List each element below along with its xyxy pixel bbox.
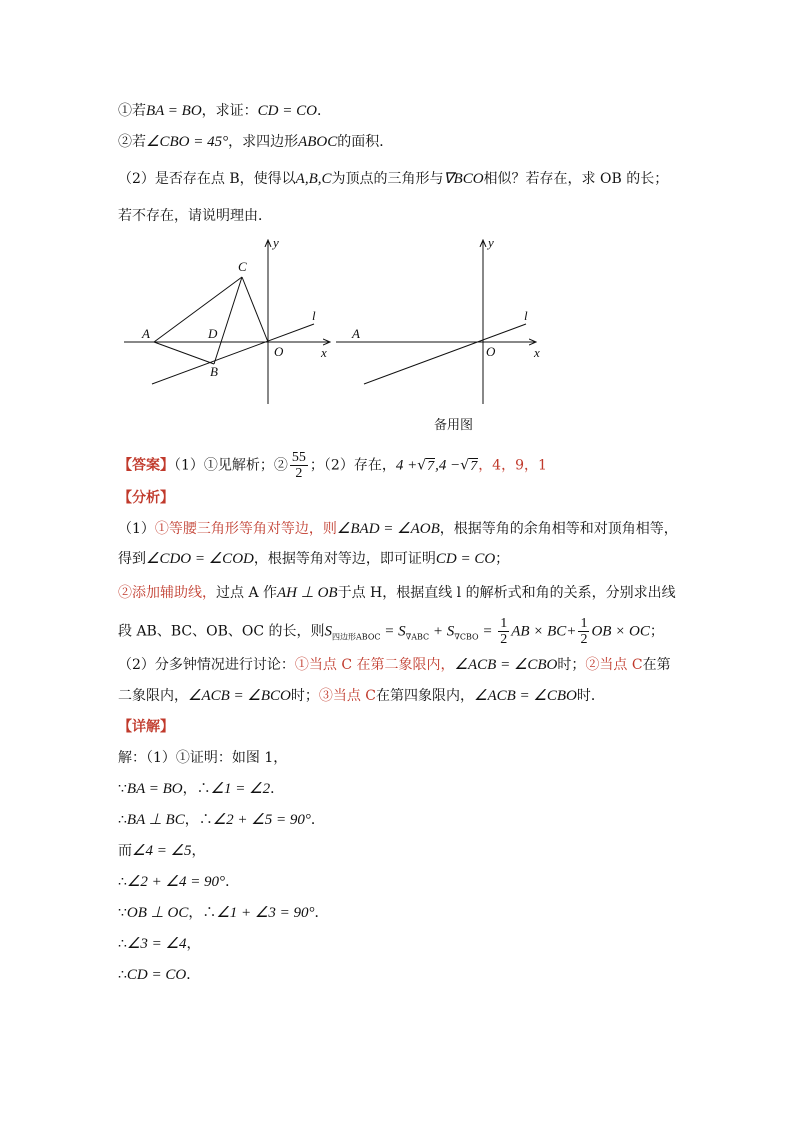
detail-line-1: 解：（1）①证明：如图 1， — [118, 750, 288, 766]
text: 段 AB、BC、OB、OC 的长，则 — [118, 623, 325, 640]
label-l: l — [524, 308, 528, 323]
math-expr: ∠3 = ∠4 — [126, 936, 187, 952]
text: ； — [495, 551, 510, 567]
radicand: 7 — [470, 458, 478, 474]
detail-line-4 — [118, 841, 206, 861]
text: ． — [225, 874, 240, 890]
text: 时； — [557, 657, 586, 673]
numerator: 1 — [580, 616, 588, 631]
text: ①等腰三角形等角对等边，则 — [154, 521, 337, 537]
math-expr: = S — [380, 623, 406, 640]
math-expr: CD = CO — [126, 967, 187, 983]
text: ． — [310, 812, 325, 828]
radicand: 7 — [427, 458, 435, 474]
line-l — [152, 324, 314, 384]
text: ，求四边形 — [228, 134, 299, 150]
math-expr: ∠4 = ∠5 — [132, 843, 192, 859]
text: （2）分多钟情况进行讨论： — [118, 657, 295, 673]
text: ∵ — [118, 905, 127, 921]
label-d: D — [208, 326, 218, 341]
text: ，∴ — [184, 812, 213, 828]
math-expr: ∠BAD = ∠AOB — [336, 521, 440, 537]
math-expr: OB ⊥ OC — [126, 905, 189, 921]
text: （1）①见解析；② — [174, 457, 288, 474]
text: ． — [316, 103, 331, 119]
text: ， — [186, 936, 201, 952]
math-expr: ,4 − — [435, 457, 461, 474]
text: 而 — [118, 843, 132, 859]
problem-line-4: 若不存在，请说明理由． — [118, 208, 272, 224]
analysis-line-4 — [118, 616, 664, 652]
math-expr: A,B,C — [295, 171, 332, 187]
math-expr: ∠ACB = ∠CBO — [454, 657, 558, 673]
math-expr: OB × OC — [591, 623, 650, 640]
analysis-line-2 — [118, 549, 509, 569]
math-expr: AH ⊥ OB — [277, 585, 338, 601]
text: ； — [649, 623, 664, 640]
text: （1） — [118, 521, 155, 537]
analysis-line-5 — [118, 655, 671, 675]
fraction — [498, 616, 509, 647]
text: 为顶点的三角形与 — [331, 171, 444, 187]
problem-line-1 — [118, 101, 331, 121]
text: 相似？若存在，求 OB 的长； — [483, 171, 669, 187]
numerator: 1 — [500, 616, 508, 631]
text: ，根据等角对等边，即可证明 — [253, 551, 436, 567]
text: 在第四象限内， — [376, 688, 475, 704]
text: 在第 — [642, 657, 671, 673]
analysis-label: 【分析】 — [118, 490, 174, 506]
label-x: x — [534, 345, 540, 360]
text: ②当点 C — [585, 657, 643, 673]
math-expr: ∇BCO — [443, 171, 484, 187]
subscript: ∇CBO — [454, 632, 479, 642]
problem-line-2 — [118, 132, 393, 152]
text: ，根据等角的余角相等和对顶角相等， — [439, 521, 678, 537]
text: ∴ — [118, 967, 127, 983]
label-y: y — [273, 235, 279, 250]
math-expr: ∠2 + ∠4 = 90° — [126, 874, 226, 890]
answer-line — [118, 450, 547, 481]
text: 时； — [290, 688, 319, 704]
line-l — [364, 324, 526, 384]
label-l: l — [312, 308, 316, 323]
sqrt-sign: √ — [417, 457, 427, 474]
label-c: C — [238, 259, 247, 274]
text: ， — [191, 843, 206, 859]
text: ③当点 C — [318, 688, 377, 704]
math-expr: ABOC — [298, 134, 338, 150]
math-expr: CD = CO — [257, 103, 317, 119]
math-expr: BA ⊥ BC — [126, 812, 185, 828]
numerator: 55 — [291, 450, 306, 465]
math-expr: BA = BO — [146, 103, 202, 119]
label-y: y — [488, 235, 494, 250]
text: ，求证： — [201, 103, 258, 119]
answer-label: 【答案】 — [118, 457, 174, 474]
subscript: ∇ABC — [405, 632, 430, 642]
text: ∴ — [118, 936, 127, 952]
math-expr: ∠1 = ∠2 — [210, 781, 271, 797]
sqrt-sign: √ — [460, 457, 470, 474]
text: 过点 A 作 — [216, 585, 278, 601]
math-expr: CD = CO — [435, 551, 496, 567]
math-expr: BA = BO — [126, 781, 183, 797]
math-expr: ∠ACB = ∠BCO — [188, 688, 291, 704]
math-expr: + S — [429, 623, 455, 640]
label-a: A — [142, 326, 150, 341]
text: ∵ — [118, 781, 127, 797]
text: ∴ — [118, 812, 127, 828]
analysis-line-1 — [118, 519, 678, 539]
text: ①当点 C 在第二象限内， — [294, 657, 455, 673]
math-expr: ∠1 + ∠3 = 90° — [216, 905, 315, 921]
subscript: 四边形ABOC — [332, 632, 381, 642]
detail-line-5 — [118, 872, 239, 892]
denominator: 2 — [500, 632, 508, 647]
detail-line-2 — [118, 779, 284, 799]
text: （2）是否存在点 B，使得以 — [118, 171, 296, 187]
math-expr: = — [478, 623, 497, 640]
text: ；（2）存在， — [309, 457, 396, 474]
detail-label: 【详解】 — [118, 719, 174, 735]
figure-1 — [118, 236, 348, 411]
detail-line-3 — [118, 810, 325, 830]
analysis-line-6 — [118, 686, 605, 706]
label-o: O — [486, 344, 496, 359]
denominator: 2 — [295, 466, 303, 481]
text: ． — [314, 905, 329, 921]
figure-2 — [336, 236, 551, 411]
text: ． — [270, 781, 285, 797]
text: ，∴ — [188, 905, 217, 921]
fraction — [578, 616, 589, 647]
text: ②添加辅助线， — [118, 585, 216, 601]
math-expr: ∠2 + ∠5 = 90° — [212, 812, 311, 828]
label-a: A — [352, 326, 360, 341]
segment-cb — [214, 277, 242, 364]
text: ，∴ — [182, 781, 211, 797]
text: 于点 H，根据直线 l 的解析式和角的关系，分别求出线 — [337, 585, 676, 601]
math-expr: S — [324, 623, 333, 640]
segment-co — [242, 277, 268, 342]
text: 时． — [576, 688, 605, 704]
math-expr: ∠CDO = ∠COD — [146, 551, 254, 567]
denominator: 2 — [580, 632, 588, 647]
math-expr: ∠CBO = 45° — [146, 134, 229, 150]
fraction — [290, 450, 308, 481]
figure-caption: 备用图 — [434, 418, 474, 433]
label-o: O — [274, 344, 284, 359]
text: 得到 — [118, 551, 146, 567]
text: ②若 — [118, 134, 146, 150]
segment-ab — [154, 342, 214, 364]
text: 的面积． — [337, 134, 394, 150]
text: ． — [186, 967, 201, 983]
text: ①若 — [118, 103, 146, 119]
math-expr: AB × BC+ — [511, 623, 577, 640]
label-b: B — [210, 364, 218, 379]
math-expr: 4 + — [395, 457, 418, 474]
detail-line-7 — [118, 934, 200, 954]
analysis-line-3 — [118, 583, 676, 603]
text: 二象限内， — [118, 688, 188, 704]
problem-line-3 — [118, 169, 668, 189]
math-expr: ∠ACB = ∠CBO — [474, 688, 577, 704]
text: ，4，9，1 — [478, 457, 547, 474]
text: ∴ — [118, 874, 127, 890]
segment-ac — [154, 277, 242, 342]
detail-line-8 — [118, 965, 200, 985]
label-x: x — [321, 345, 327, 360]
detail-line-6 — [118, 903, 328, 923]
